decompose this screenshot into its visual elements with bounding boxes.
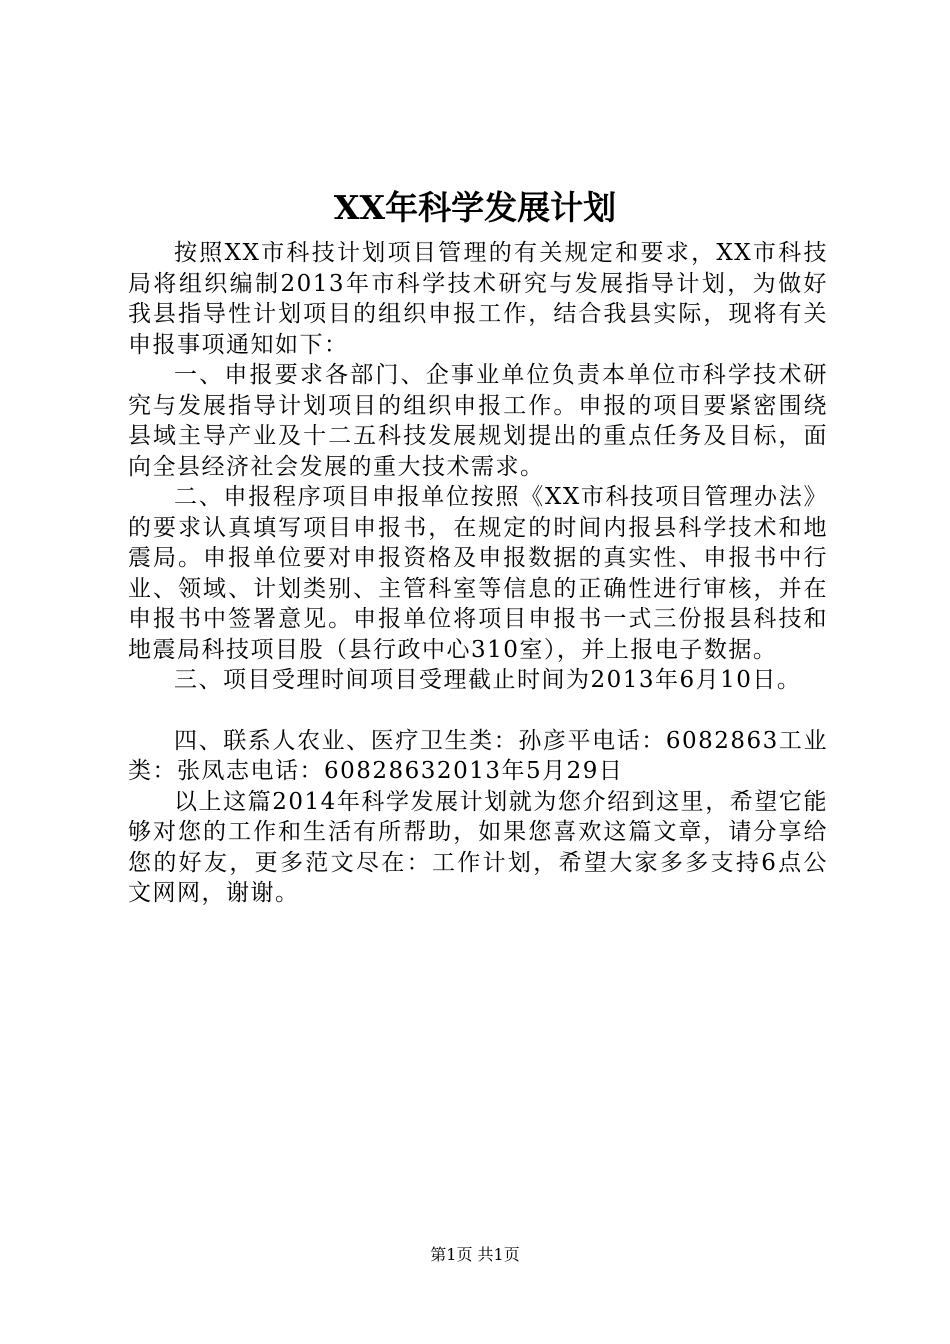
paragraph-procedure: 二、申报程序项目申报单位按照《XX市科技项目管理办法》的要求认真填写项目申报书，在规定的时间内报县科学技术和地震局。申报单位要对申报资格及申报数据的真实性、申报书中行业、领域、计划类别、主管科室等信息的正确性进行审核，并在申报书中签署意见。申报单位将项目申报书一式三份报县科技和地震局科技项目股（县行政中心310室），并上报电子数据。 [128,484,828,663]
paragraph-closing: 以上这篇2014年科学发展计划就为您介绍到这里，希望它能够对您的工作和生活有所帮助，如果您喜欢这篇文章，请分享给您的好友，更多范文尽在：工作计划，希望大家多多支持6点公文网网，谢谢。 [128,788,828,906]
page-footer: 第1页 共1页 [430,1245,520,1264]
document-body [128,238,828,909]
paragraph-deadline: 三、项目受理时间项目受理截止时间为2013年6月10日。 [174,667,802,693]
document-title: XX年科学发展计划 [333,188,617,227]
paragraph-requirements: 一、申报要求各部门、企事业单位负责本单位市科学技术研究与发展指导计划项目的组织申报工作。申报的项目要紧密围绕县域主导产业及十二五科技发展规划提出的重点任务及目标，面向全县经济社会发展的重大技术需求。 [128,362,828,480]
paragraph-intro: 按照XX市科技计划项目管理的有关规定和要求，XX市科技局将组织编制2013年市科学技术研究与发展指导计划，为做好我县指导性计划项目的组织申报工作，结合我县实际，现将有关申报事项通知如下： [128,240,828,358]
paragraph-contacts: 四、联系人农业、医疗卫生类：孙彦平电话：6082863工业类：张凤志电话：60828632013年5月29日 [128,727,828,784]
